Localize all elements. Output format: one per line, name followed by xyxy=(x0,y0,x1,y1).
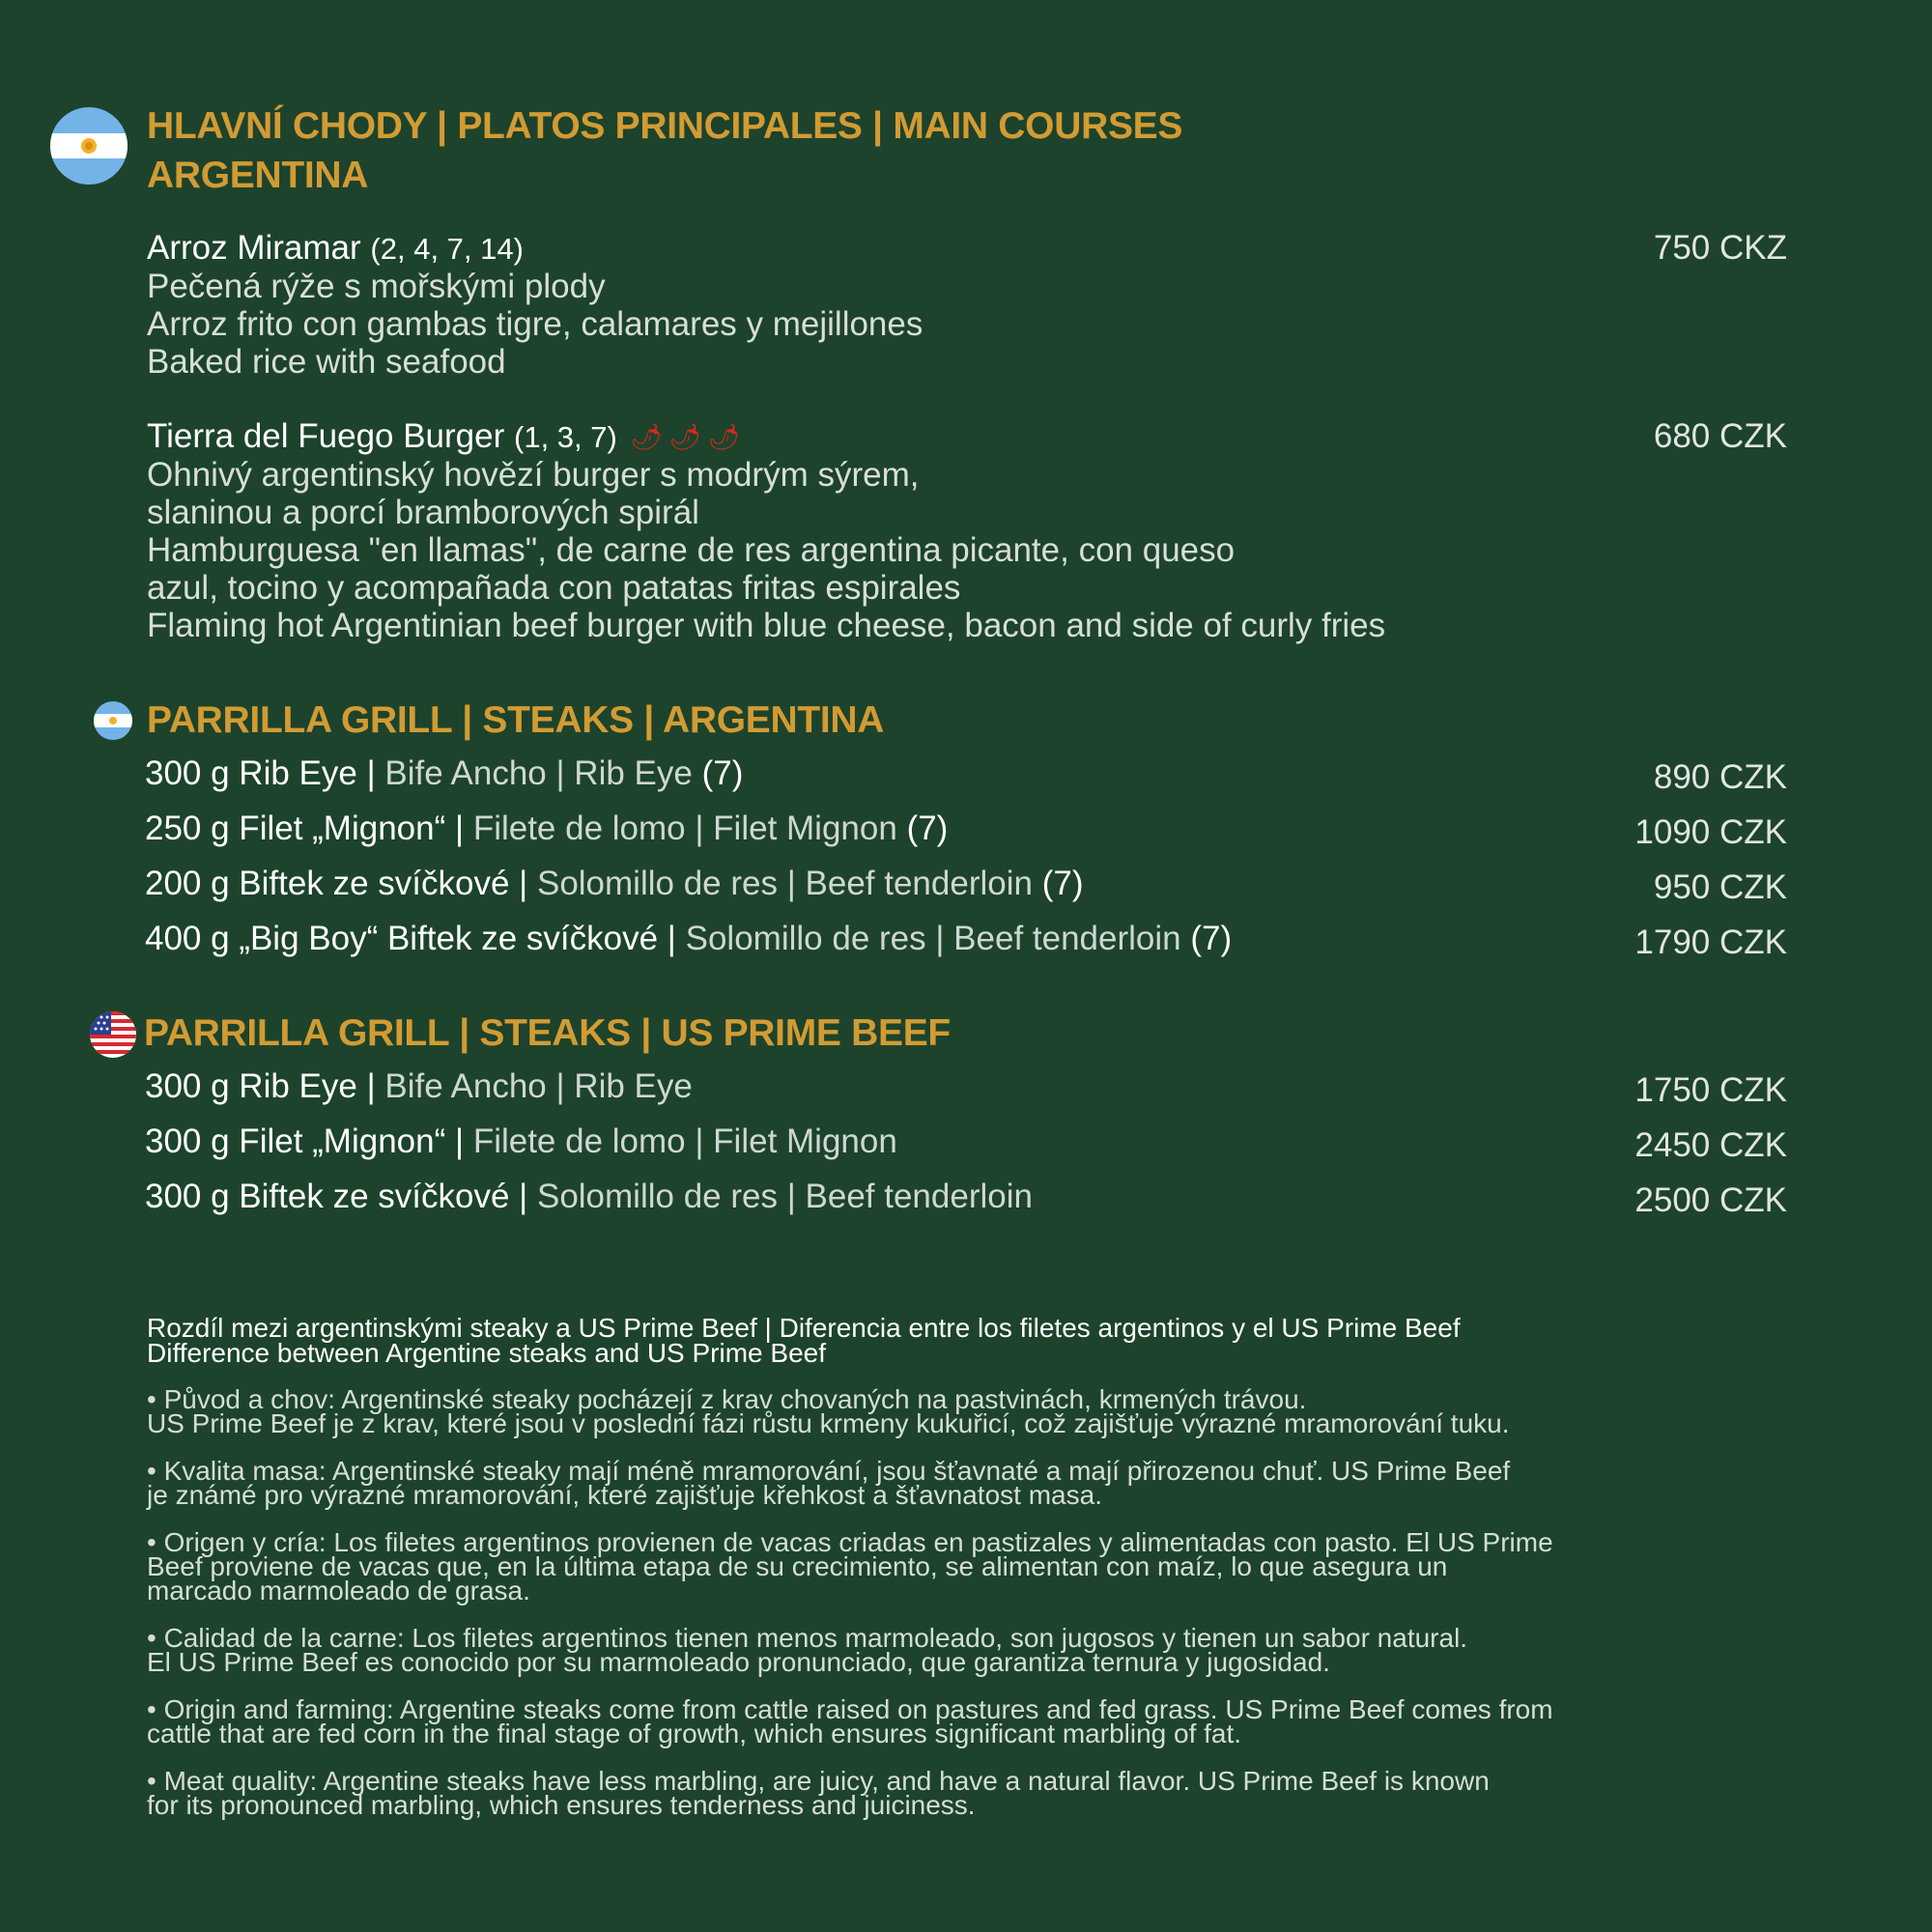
steak-alt-names: Solomillo de res | Beef tenderloin xyxy=(536,865,1033,902)
item-desc-line: Baked rice with seafood xyxy=(147,343,506,381)
steak-alt-names: Bife Ancho | Rib Eye xyxy=(384,1067,693,1105)
steak-price: 1090 CZK xyxy=(1634,813,1787,851)
argentina-flag-icon xyxy=(50,107,128,185)
chili-pepper-icon: 🌶 🌶 🌶 xyxy=(630,422,741,451)
item-name: Arroz Miramar xyxy=(147,229,361,267)
steak-allergens: (7) xyxy=(701,754,744,792)
item-desc-line: Arroz frito con gambas tigre, calamares y mejillones xyxy=(147,305,923,343)
steak-name: 300 g Filet „Mignon“ | xyxy=(145,1122,465,1160)
steak-price: 2450 CZK xyxy=(1634,1126,1787,1164)
steak-allergens: (7) xyxy=(1041,865,1084,902)
steak-name: 300 g Biftek ze svíčkové | xyxy=(145,1178,528,1215)
item-price: 680 CZK xyxy=(1653,417,1787,455)
notes-title-line: Rozdíl mezi argentinskými steaky a US Prime Beef | Diferencia entre los filetes argentinos y el US Prime Beef xyxy=(147,1313,1461,1343)
main-courses-heading-line1: HLAVNÍ CHODY | PLATOS PRINCIPALES | MAIN COURSES xyxy=(147,105,1183,147)
steak-price: 1750 CZK xyxy=(1634,1071,1787,1109)
steak-alt-names: Filete de lomo | Filet Mignon xyxy=(472,1122,897,1160)
notes-line: El US Prime Beef es conocido por su marmoleado pronunciado, que garantiza ternura y jugosidad. xyxy=(147,1647,1330,1677)
notes-paragraph xyxy=(147,1766,1808,1820)
steak-name: 400 g „Big Boy“ Biftek ze svíčkové | xyxy=(145,920,676,957)
steak-row xyxy=(145,865,1083,903)
steak-name: 250 g Filet „Mignon“ | xyxy=(145,810,465,847)
steak-row xyxy=(145,1067,693,1106)
notes-line: • Origen y cría: Los filetes argentinos provienen de vacas criadas en pastizales y alimentadas con pasto. El US Prime xyxy=(147,1527,1553,1557)
grill-argentina-heading: PARRILLA GRILL | STEAKS | ARGENTINA xyxy=(147,699,885,741)
steak-row xyxy=(145,1122,897,1161)
steak-alt-names: Solomillo de res | Beef tenderloin xyxy=(685,920,1181,957)
notes-paragraph xyxy=(147,1384,1808,1438)
notes-paragraph xyxy=(147,1623,1808,1677)
grill-us-heading: PARRILLA GRILL | STEAKS | US PRIME BEEF xyxy=(144,1012,951,1054)
steak-alt-names: Bife Ancho | Rib Eye xyxy=(384,754,693,792)
notes-line: for its pronounced marbling, which ensures tenderness and juiciness. xyxy=(147,1790,976,1820)
menu-item-tierra-del-fuego-burger xyxy=(147,417,1789,644)
steak-price: 1790 CZK xyxy=(1634,923,1787,961)
notes-title-line: Difference between Argentine steaks and US Prime Beef xyxy=(147,1338,826,1368)
notes-line: • Meat quality: Argentine steaks have less marbling, are juicy, and have a natural flavor. US Prime Beef is known xyxy=(147,1766,1490,1796)
argentina-flag-icon xyxy=(94,701,132,740)
item-desc-line: Flaming hot Argentinian beef burger with blue cheese, bacon and side of curly fries xyxy=(147,607,1386,644)
steak-name: 200 g Biftek ze svíčkové | xyxy=(145,865,528,902)
steak-alt-names: Filete de lomo | Filet Mignon xyxy=(472,810,897,847)
notes-line: • Původ a chov: Argentinské steaky pocházejí z krav chovaných na pastvinách, krmených trávou. xyxy=(147,1384,1307,1414)
notes-line: je známé pro výrazné mramorování, které zajišťuje křehkost a šťavnatost masa. xyxy=(147,1480,1102,1510)
notes-line: marcado marmoleado de grasa. xyxy=(147,1576,530,1605)
item-desc-line: Ohnivý argentinský hovězí burger s modrým sýrem, xyxy=(147,456,920,494)
steak-alt-names: Solomillo de res | Beef tenderloin xyxy=(536,1178,1033,1215)
item-name: Tierra del Fuego Burger xyxy=(147,417,505,455)
steak-row xyxy=(145,754,743,793)
item-desc-line: azul, tocino y acompañada con patatas fritas espirales xyxy=(147,569,961,607)
steak-name: 300 g Rib Eye | xyxy=(145,1067,376,1105)
item-allergens: (1, 3, 7) xyxy=(514,420,617,454)
notes-line: Beef proviene de vacas que, en la última etapa de su crecimiento, se alimentan con maíz, lo que asegura un xyxy=(147,1551,1448,1581)
beef-comparison-notes xyxy=(147,1313,1808,1840)
notes-line: • Kvalita masa: Argentinské steaky mají méně mramorování, jsou šťavnaté a mají přirozenou chuť. US Prime Beef xyxy=(147,1456,1511,1486)
menu-item-arroz-miramar xyxy=(147,229,1789,381)
steak-allergens: (7) xyxy=(1190,920,1233,957)
steak-allergens: (7) xyxy=(906,810,949,847)
steak-row xyxy=(145,810,948,848)
usa-flag-icon xyxy=(90,1011,136,1058)
item-allergens: (2, 4, 7, 14) xyxy=(370,232,524,266)
main-courses-heading-line2: ARGENTINA xyxy=(147,155,369,196)
item-desc-line: Hamburguesa "en llamas", de carne de res argentina picante, con queso xyxy=(147,531,1236,569)
steak-row xyxy=(145,1178,1033,1216)
notes-paragraph xyxy=(147,1456,1808,1510)
item-desc-line: Pečená rýže s mořskými plody xyxy=(147,268,606,305)
item-price: 750 CKZ xyxy=(1653,229,1787,267)
steak-row xyxy=(145,920,1232,958)
notes-line: cattle that are fed corn in the final stage of growth, which ensures significant marbling of fat. xyxy=(147,1719,1242,1748)
notes-paragraph xyxy=(147,1527,1808,1605)
notes-line: US Prime Beef je z krav, které jsou v poslední fázi růstu krmeny kukuřicí, což zajišťuje výrazné mramorování tuku. xyxy=(147,1408,1510,1438)
notes-line: • Calidad de la carne: Los filetes argentinos tienen menos marmoleado, son jugosos y tienen un sabor natural. xyxy=(147,1623,1468,1653)
steak-name: 300 g Rib Eye | xyxy=(145,754,376,792)
main-courses-heading xyxy=(147,101,1182,200)
notes-paragraph xyxy=(147,1694,1808,1748)
steak-price: 950 CZK xyxy=(1653,868,1787,906)
item-desc-line: slaninou a porcí bramborových spirál xyxy=(147,494,699,531)
notes-line: • Origin and farming: Argentine steaks come from cattle raised on pastures and fed grass. US Prime Beef comes from xyxy=(147,1694,1553,1724)
steak-price: 890 CZK xyxy=(1653,758,1787,796)
steak-price: 2500 CZK xyxy=(1634,1181,1787,1219)
